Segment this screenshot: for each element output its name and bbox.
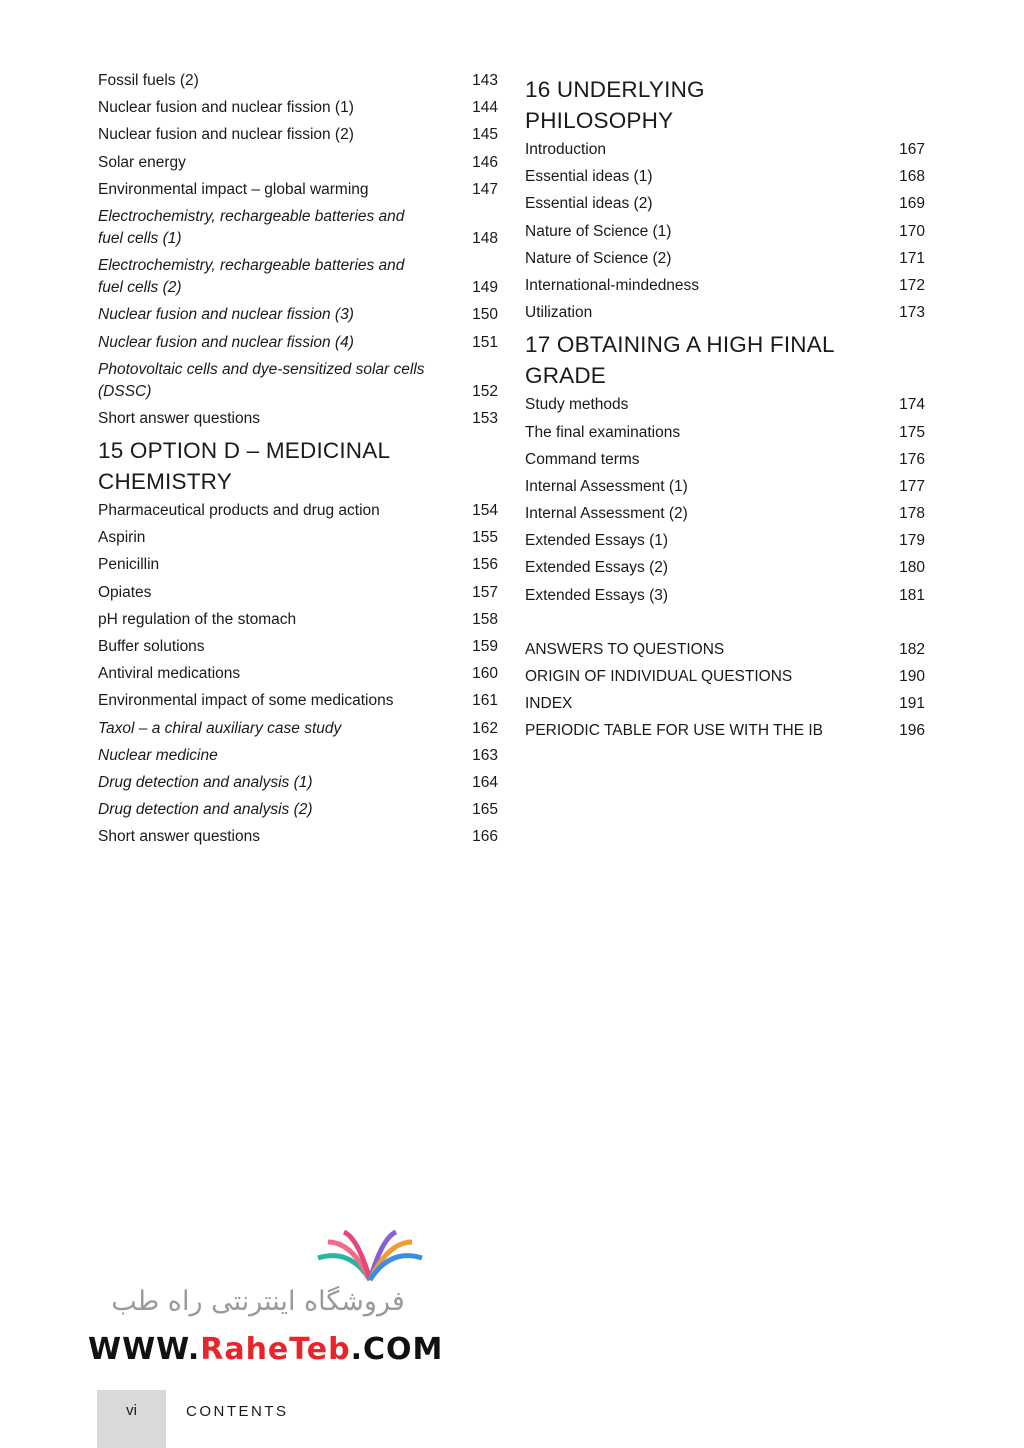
toc-entry-page: 160	[472, 665, 498, 683]
toc-entry	[525, 166, 925, 188]
toc-entry-title: Essential ideas (2)	[525, 195, 653, 213]
watermark-persian-text: فروشگاه اینترنتی راه طب	[111, 1286, 405, 1317]
toc-entry-title: pH regulation of the stomach	[98, 610, 297, 628]
toc-entry	[525, 193, 925, 215]
toc-entry	[525, 693, 925, 715]
toc-entry-title: Antiviral medications	[98, 665, 241, 683]
toc-entry-page: 164	[472, 773, 498, 791]
toc-entry-title: Environmental impact of some medications	[98, 692, 394, 710]
toc-entry	[98, 332, 498, 354]
toc-entry-title: Nuclear fusion and nuclear fission (3)	[98, 306, 354, 324]
toc-entry-title: The final examinations	[525, 423, 681, 441]
toc-entry-title: Fossil fuels (2)	[98, 72, 199, 89]
toc-entry	[98, 554, 498, 576]
toc-entry-title: Drug detection and analysis (1)	[98, 773, 313, 791]
toc-entry	[98, 582, 498, 604]
toc-entry-page: 175	[899, 423, 925, 441]
toc-entry-title: Penicillin	[98, 556, 160, 574]
toc-entry	[98, 408, 498, 430]
toc-entry	[98, 500, 498, 522]
toc-entry-page: 182	[899, 640, 925, 658]
site-suffix: .COM	[350, 1332, 444, 1367]
toc-entry-page: 152	[472, 382, 498, 400]
toc-entry-page: 157	[472, 583, 498, 601]
toc-entry-page: 150	[472, 306, 498, 324]
toc-entry-title: Solar energy	[98, 153, 186, 171]
toc-entry	[98, 636, 498, 658]
toc-entry-title: Nature of Science (2)	[525, 249, 672, 267]
toc-entry-page: 171	[899, 249, 925, 267]
section-heading: 15 OPTION D – MEDICINAL CHEMISTRY	[98, 438, 390, 495]
toc-entry-title: Essential ideas (1)	[525, 168, 653, 186]
toc-entry-page: 158	[472, 610, 498, 628]
toc-entry-page: 147	[472, 180, 498, 198]
toc-entry-title: Opiates	[98, 583, 152, 601]
toc-entry	[98, 97, 498, 119]
toc-entry	[525, 557, 925, 579]
toc-entry-page: 170	[899, 222, 925, 240]
running-footer-label: CONTENTS	[186, 1403, 289, 1420]
toc-entry-page: 159	[472, 638, 498, 655]
toc-entry-title: Photovoltaic cells and dye-sensitized solar cells (DSSC)	[98, 360, 425, 400]
toc-entry-page: 144	[472, 99, 498, 117]
toc-entry-title: Nuclear fusion and nuclear fission (2)	[98, 126, 354, 144]
toc-entry-page: 167	[899, 141, 925, 158]
toc-entry	[525, 530, 925, 552]
toc-entry	[98, 609, 498, 631]
toc-entry	[98, 527, 498, 549]
toc-entry-title: ANSWERS TO QUESTIONS	[525, 640, 725, 658]
toc-entry-title: Internal Assessment (2)	[525, 505, 688, 523]
page-number-box	[97, 1390, 166, 1448]
toc-left-column	[98, 70, 498, 854]
toc-entry-page: 181	[899, 586, 925, 604]
toc-entry-title: Nuclear fusion and nuclear fission (4)	[98, 333, 354, 351]
toc-entry-title: Pharmaceutical products and drug action	[98, 502, 380, 520]
section-spacer	[525, 612, 925, 639]
toc-entry	[525, 476, 925, 498]
toc-entry-page: 153	[472, 409, 498, 427]
watermark-logo	[88, 1228, 444, 1368]
toc-entry	[525, 666, 925, 688]
toc-entry-title: Extended Essays (2)	[525, 559, 669, 577]
toc-entry-page: 174	[899, 396, 925, 414]
toc-entry-page: 180	[899, 559, 925, 577]
section-heading: 16 UNDERLYING PHILOSOPHY	[525, 77, 705, 133]
toc-entry-page: 148	[472, 229, 498, 247]
toc-entry	[98, 359, 498, 403]
toc-entry-page: 162	[472, 719, 498, 737]
toc-entry	[525, 422, 925, 444]
toc-entry	[98, 826, 498, 848]
toc-entry-title: Taxol – a chiral auxiliary case study	[98, 719, 342, 737]
toc-entry	[98, 304, 498, 326]
toc-entry	[525, 503, 925, 525]
toc-entry	[525, 449, 925, 471]
toc-entry-title: International-mindedness	[525, 276, 700, 294]
toc-entry	[98, 745, 498, 767]
toc-entry-page: 179	[899, 532, 925, 550]
toc-entry	[525, 394, 925, 416]
toc-entry-title: Study methods	[525, 396, 629, 414]
toc-entry	[525, 275, 925, 297]
toc-entry-page: 168	[899, 168, 925, 186]
toc-entry-page: 165	[472, 801, 498, 819]
toc-entry-title: Aspirin	[98, 529, 146, 547]
section-heading: 17 OBTAINING A HIGH FINAL GRADE	[525, 332, 834, 389]
toc-entry-title: Extended Essays (3)	[525, 586, 669, 604]
toc-entry-title: Introduction	[525, 141, 606, 158]
toc-entry-title: Buffer solutions	[98, 638, 205, 655]
toc-entry-page: 177	[899, 477, 925, 495]
watermark-website	[88, 1332, 444, 1367]
toc-entry-page: 145	[472, 126, 498, 144]
toc-entry	[525, 221, 925, 243]
toc-entry	[98, 255, 498, 299]
toc-entry-title: Environmental impact – global warming	[98, 180, 369, 198]
toc-entry	[525, 720, 925, 742]
toc-entry-page: 163	[472, 746, 498, 764]
toc-entry-page: 151	[472, 333, 498, 351]
toc-entry-title: Nature of Science (1)	[525, 222, 672, 240]
toc-entry-title: Short answer questions	[98, 828, 260, 846]
toc-entry-title: Utilization	[525, 304, 593, 322]
toc-entry-title: ORIGIN OF INDIVIDUAL QUESTIONS	[525, 668, 793, 685]
toc-entry-page: 161	[472, 692, 498, 710]
toc-entry-page: 178	[899, 505, 925, 523]
toc-entry-page: 176	[899, 450, 925, 468]
toc-entry-page: 190	[899, 668, 925, 685]
toc-entry-title: Short answer questions	[98, 409, 260, 427]
toc-entry-page: 154	[472, 502, 498, 520]
toc-entry-title: Command terms	[525, 450, 640, 468]
toc-entry-page: 196	[899, 722, 925, 740]
toc-entry	[98, 152, 498, 174]
toc-entry-page: 166	[472, 828, 498, 846]
toc-entry	[98, 718, 498, 740]
toc-entry-title: Nuclear medicine	[98, 746, 218, 764]
toc-entry-page: 169	[899, 195, 925, 213]
toc-entry-title: PERIODIC TABLE FOR USE WITH THE IB	[525, 722, 823, 740]
page-number: vi	[126, 1402, 137, 1419]
toc-entry-page: 172	[899, 276, 925, 294]
toc-entry-title: Electrochemistry, rechargeable batteries and fuel cells (1)	[98, 207, 405, 247]
toc-entry	[98, 663, 498, 685]
toc-entry-title: Drug detection and analysis (2)	[98, 801, 313, 819]
toc-right-column	[525, 70, 925, 748]
toc-entry	[98, 179, 498, 201]
toc-entry	[525, 585, 925, 607]
open-book-rainbow-icon	[310, 1228, 430, 1288]
site-prefix: WWW.	[88, 1332, 201, 1367]
toc-entry	[98, 690, 498, 712]
toc-entry-page: 191	[899, 695, 925, 713]
toc-entry-page: 155	[472, 529, 498, 547]
toc-entry-title: Internal Assessment (1)	[525, 477, 688, 495]
toc-entry-title: Nuclear fusion and nuclear fission (1)	[98, 99, 354, 117]
toc-entry	[98, 70, 498, 92]
toc-entry-page: 143	[472, 72, 498, 89]
toc-entry-page: 156	[472, 556, 498, 574]
toc-entry	[98, 772, 498, 794]
toc-entry	[98, 124, 498, 146]
toc-entry-page: 173	[899, 304, 925, 322]
toc-entry-page: 149	[472, 279, 498, 297]
toc-entry-title: INDEX	[525, 695, 573, 713]
site-brand: RaheTeb	[200, 1332, 351, 1367]
toc-entry-title: Electrochemistry, rechargeable batteries and fuel cells (2)	[98, 257, 405, 297]
toc-entry	[525, 248, 925, 270]
toc-entry	[525, 139, 925, 161]
toc-entry-page: 146	[472, 153, 498, 171]
toc-entry-title: Extended Essays (1)	[525, 532, 669, 550]
toc-entry	[98, 206, 498, 250]
toc-entry	[525, 639, 925, 661]
toc-entry	[98, 799, 498, 821]
toc-entry	[525, 302, 925, 324]
